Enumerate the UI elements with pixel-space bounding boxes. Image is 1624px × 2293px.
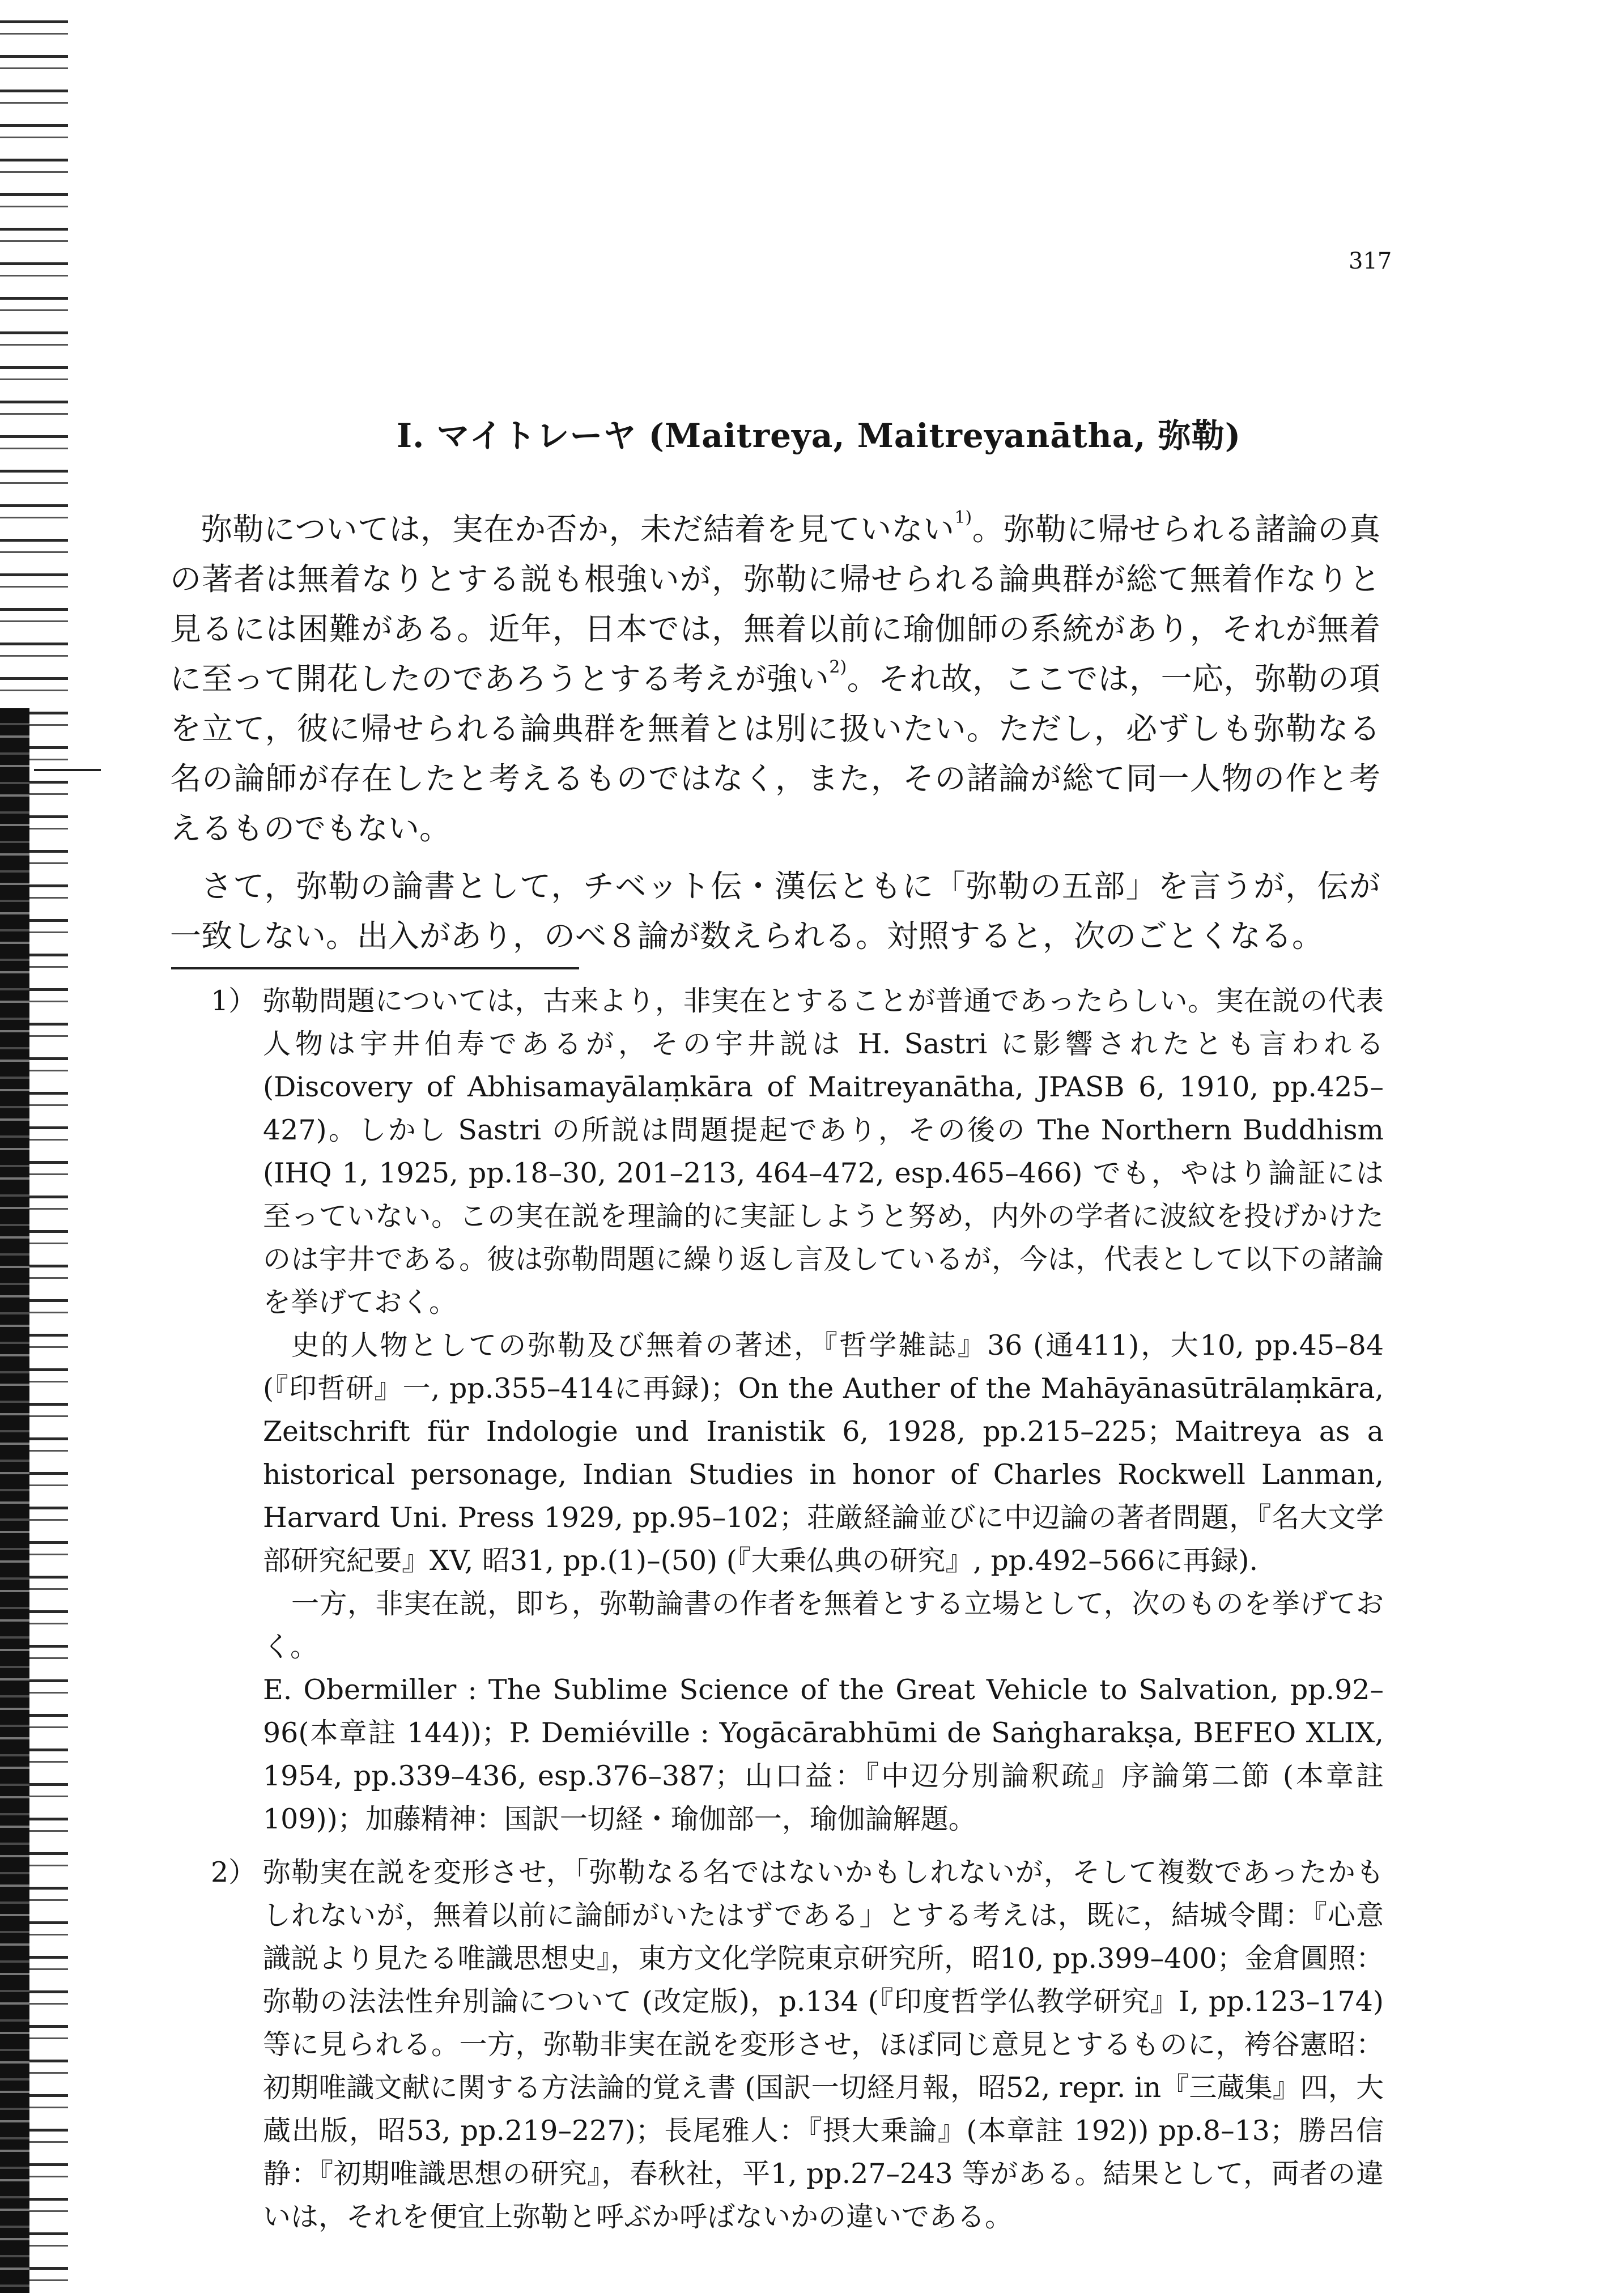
scan-binding-tick	[34, 769, 101, 771]
footnotes	[211, 980, 1384, 2239]
page-number: 317	[1349, 248, 1392, 274]
body-text-run: さて，弥勒の論書として，チベット伝・漢伝ともに「弥勒の五部」を言うが，伝が一致しない。出入があり，のべ８論が数えられる。対照すると，次のごとくなる。	[170, 868, 1380, 954]
footnote-paragraph: E. Obermiller : The Sublime Science of the Great Vehicle to Salvation, pp.92–96(本章註 144))；P. Demiéville : Yogācārabhūmi de Saṅgharakṣa, BEFEO XLIX, 1954, pp.339–436, esp.376–387；山口益：『中辺分別論釈疏』序論第二節 (本章註 109))；加藤精神：国訳一切経・瑜伽部一，瑜伽論解題。	[263, 1674, 1384, 1835]
body-text	[170, 504, 1380, 961]
footnote-paragraph: 弥勒実在説を変形させ，「弥勒なる名ではないかもしれないが，そして複数であったかもしれないが，無着以前に論師がいたはずである」とする考えは，既に，結城令聞：『心意識説より見たる唯識思想史』，東方文化学院東京研究所，昭10, pp.399–400；金倉圓照：弥勒の法法性弁別論について (改定版)，p.134 (『印度哲学仏教学研究』Ⅰ, pp.123–174) 等に見られる。一方，弥勒非実在説を変形させ，ほぼ同じ意見とするものに，袴谷憲昭：初期唯識文献に関する方法論的覚え書 (国訳一切経月報，昭52, repr. in『三蔵集』四，大蔵出版，昭53, pp.219–227)；長尾雅人：『摂大乗論』(本章註 192)) pp.8–13；勝呂信静：『初期唯識思想の研究』，春秋社，平1, pp.27–243 等がある。結果として，両者の違いは，それを便宜上弥勒と呼ぶか呼ばないかの違いである。	[263, 1856, 1384, 2233]
footnote-divider	[171, 967, 579, 969]
footnote-number: 1）	[211, 985, 257, 1017]
footnote-number: 2）	[211, 1856, 257, 1888]
footnote-ref-1: 1)	[954, 508, 972, 527]
footnote-2	[211, 1851, 1384, 2239]
chapter-title: Ⅰ. マイトレーヤ (Maitreya, Maitreyanātha, 弥勒)	[397, 416, 1242, 455]
body-text-run: 。弥勒に帰せられる諸論の真の著者は無着なりとする説も根強いが，弥勒に帰せられる論典群が総て無着作なりと見るには困難がある。近年，日本では，無着以前に瑜伽師の系統があり，それが無着に至って開花したのであろうとする考えが強い	[170, 511, 1380, 697]
scan-binding-shadow	[0, 708, 29, 2293]
footnote-paragraph: 一方，非実在説，即ち，弥勒論書の作者を無着とする立場として，次のものを挙げておく。	[263, 1588, 1384, 1663]
footnote-ref-2: 2)	[829, 657, 847, 677]
footnote-paragraph: 弥勒問題については，古来より，非実在とすることが普通であったらしい。実在説の代表人物は宇井伯寿であるが，その宇井説は H. Sastri に影響されたとも言われる(Discovery of Abhisamayālaṃkāra of Maitreyanātha, JPASB 6, 1910, pp.425–427)。しかし Sastri の所説は問題提起であり，その後の The Northern Buddhism (IHQ 1, 1925, pp.18–30, 201–213, 464–472, esp.465–466) でも，やはり論証には至っていない。この実在説を理論的に実証しようと努め，内外の学者に波紋を投げかけたのは宇井である。彼は弥勒問題に繰り返し言及しているが，今は，代表として以下の諸論を挙げておく。	[263, 985, 1384, 1318]
body-text-run: 弥勒については，実在か否か，未だ結着を見ていない	[201, 511, 955, 547]
footnote-paragraph: 史的人物としての弥勒及び無着の著述，『哲学雑誌』36 (通411)，大10, pp.45–84 (『印哲研』一, pp.355–414に再録)；On the Auther of the Mahāyānasūtrālaṃkāra, Zeitschrift für Indologie und Iranistik 6, 1928, pp.215–225；Maitreya as a historical personage, Indian Studies in honor of Charles Rockwell Lanman, Harvard Uni. Press 1929, pp.95–102；荘厳経論並びに中辺論の著者問題，『名大文学部研究紀要』XV, 昭31, pp.(1)–(50) (『大乗仏典の研究』, pp.492–566に再録).	[263, 1329, 1384, 1577]
body-paragraph	[170, 504, 1380, 853]
footnote-1	[211, 980, 1384, 1841]
body-paragraph	[170, 861, 1380, 961]
body-text-run: 。それ故，ここでは，一応，弥勒の項を立て，彼に帰せられる論典群を無着とは別に扱いたい。ただし，必ずしも弥勒なる名の論師が存在したと考えるものではなく，また，その諸論が総て同一人物の作と考えるものでもない。	[170, 661, 1380, 846]
